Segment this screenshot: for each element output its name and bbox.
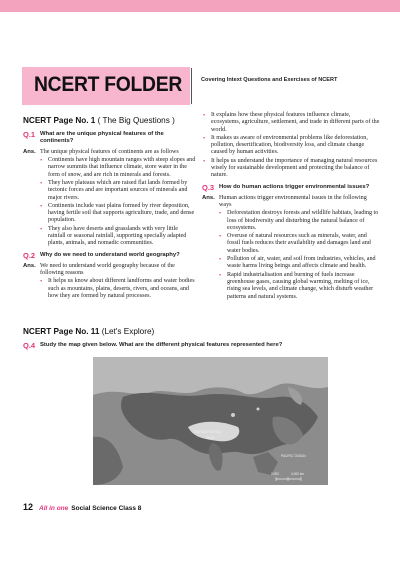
book-title: Social Science Class 8 [71,505,142,512]
physical-map-image [93,357,328,485]
answer-2-bullets [48,278,196,300]
map-label: INDIA [206,436,215,440]
top-pink-bar [0,0,400,12]
list-item: • They have plateaus which are raised flat lands formed by tectonic forces and are important sources of minerals and major rivers. [48,180,196,202]
page-number: 12 [23,502,34,512]
section-heading-sub: ( The Big Questions ) [97,116,175,125]
answer-intro: We need to understand world geography because of the following reasons [40,262,175,276]
answer-label: Ans. [23,262,36,269]
map-scale-label: 4,000 km [291,472,305,476]
answer-3 [202,195,380,210]
question-number: Q.3 [202,182,215,192]
answer-intro: Human actions trigger environmental issues in the following ways [219,194,367,208]
list-item: • It makes us aware of environmental problems like deforestation, pollution, desertification, biodiversity loss, and climate change caused by human activities. [211,135,380,157]
question-4 [23,342,383,350]
explore-section [23,326,383,350]
left-column [23,115,196,301]
header-divider [191,68,192,104]
answer-label: Ans. [23,148,36,155]
list-item: • It helps us know about different landforms and water bodies such as mountains, plains, deserts, rivers, and oceans, and how they are formed by natural processes. [48,278,196,300]
section-heading [23,326,383,338]
question-number: Q.1 [23,130,36,139]
list-item: • Overuse of natural resources such as minerals, water, and fossil fuels reduces their availability and damages land and water bodies. [227,233,380,255]
answer-intro: The unique physical features of continents are as follows [40,148,179,155]
answer-2-bullets-continued [211,112,380,180]
brand-logo: All in one [39,505,69,512]
section-heading-main: NCERT Page No. 11 [23,327,100,336]
question-text: How do human actions trigger environmental issues? [219,183,370,190]
section-heading-sub: (Let's Explore) [101,327,155,336]
list-item: • Continents have high mountain ranges with steep slopes and narrow summits that influence climate, store water in the form of snow, and are rich in minerals and forests. [48,157,196,179]
right-column [202,111,380,302]
map-label: TIBETAN PLATEAU [193,430,222,434]
question-number: Q.2 [23,250,36,260]
question-text: Why do we need to understand world geography? [40,251,180,258]
list-item: • Pollution of air, water, and soil from industries, vehicles, and waste harms living beings and affects climate and health. [227,256,380,271]
question-text: Study the map given below. What are the different physical features represented here? [40,342,283,348]
answer-3-bullets [227,210,380,301]
map-graphic [93,357,328,485]
section-heading [23,115,196,127]
list-item: • Deforestation destroys forests and wildlife habitats, leading to loss of biodiversity and disturbing the natural balance of ecosystems. [227,210,380,232]
question-number: Q.4 [23,341,36,350]
list-item: • It helps us understand the importance of managing natural resources wisely for sustainable development and protecting the balance of nature. [211,158,380,180]
map-label: PACIFIC OCEAN [281,454,306,458]
question-2 [23,252,196,260]
page-footer [23,502,141,514]
map-scale-label: 2,000 [271,472,279,476]
page-title: NCERT FOLDER [34,73,183,96]
list-item: • It explains how these physical features influence climate, ecosystems, agriculture, settlement, and trade in different parts of the world. [211,112,380,134]
answer-label: Ans. [202,194,215,201]
answer-1-bullets [48,157,196,248]
answer-1 [23,149,196,156]
section-heading-main: NCERT Page No. 1 [23,116,96,125]
question-1 [23,131,196,146]
answer-2 [23,263,196,278]
question-3 [202,184,380,192]
list-item: • They also have deserts and grasslands with very little rainfall or seasonal rainfall, supporting specially adapted plants, animals, and nomadic communities. [48,226,196,248]
list-item: • Continents include vast plains formed by river deposition, having fertile soil that supports agriculture, trade, and dense population. [48,203,196,225]
header-subtitle: Covering Intext Questions and Exercises of NCERT [201,77,338,83]
list-item: • Rapid industrialisation and burning of fuels increase greenhouse gases, causing global warming, melting of ice, rising sea levels, and climate change, which disturb weather patterns and natural systems. [227,272,380,301]
question-text: What are the unique physical features of the continents? [40,131,164,145]
